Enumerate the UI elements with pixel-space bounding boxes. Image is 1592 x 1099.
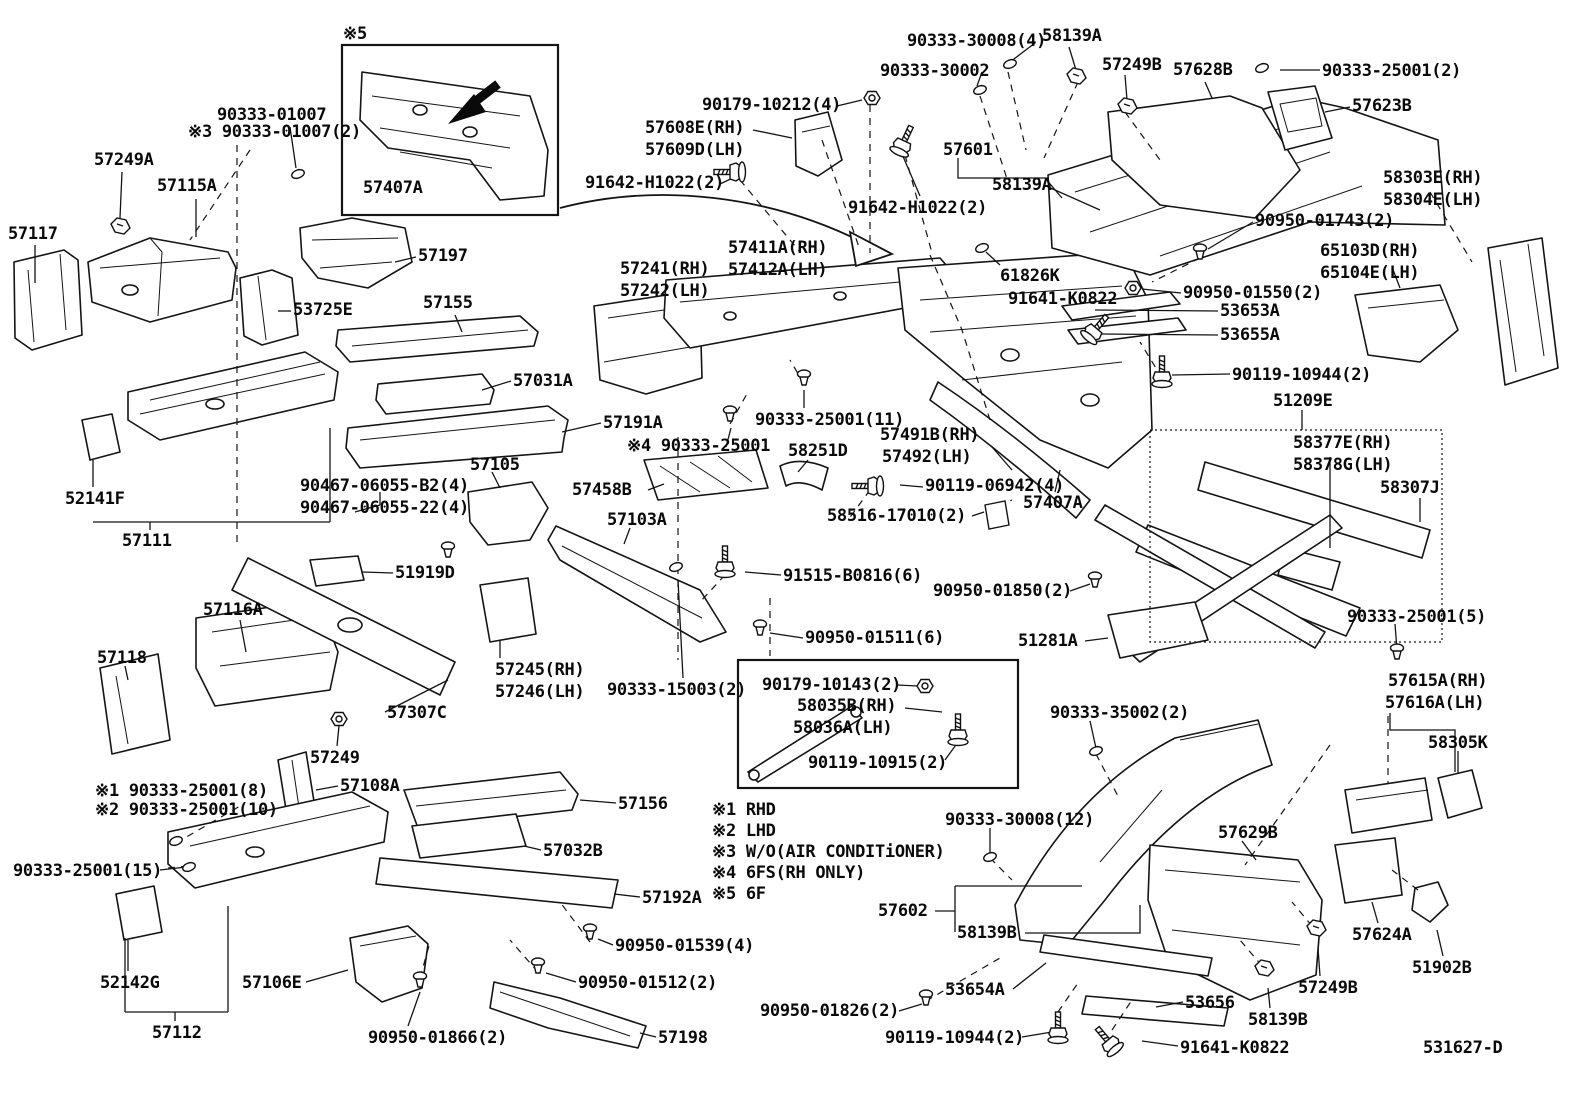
part-label-90950-01550-2: 90950-01550(2) <box>1183 283 1323 303</box>
part-label-57103a: 57103A <box>607 510 667 530</box>
part-label-90333-25001-15: 90333-25001(15) <box>13 861 163 881</box>
legend-item-5: ※5 6F <box>712 884 766 904</box>
part-label-57155: 57155 <box>423 293 473 313</box>
part-label-90119-06942-4: 90119-06942(4) <box>925 476 1065 496</box>
part-label-52141f: 52141F <box>65 489 125 509</box>
part-label-90333-25001-11: 90333-25001(11) <box>755 410 905 430</box>
part-label-58378g-lh: 58378G(LH) <box>1293 455 1393 475</box>
part-label-57249: 57249 <box>310 748 360 768</box>
part-label-51919d: 51919D <box>395 563 455 583</box>
part-label-57249b-2: 57249B <box>1298 978 1358 998</box>
part-label-57191a: 57191A <box>603 413 663 433</box>
part-label-57458b: 57458B <box>572 480 632 500</box>
part-label-90950-01850-2: 90950-01850(2) <box>933 581 1073 601</box>
part-label-90333-35002-2: 90333-35002(2) <box>1050 703 1190 723</box>
part-label-90950-01512-2: 90950-01512(2) <box>578 973 718 993</box>
part-label-57407a: 57407A <box>363 178 423 198</box>
part-label-57118: 57118 <box>97 648 147 668</box>
part-label-57307c: 57307C <box>387 703 447 723</box>
part-label-91642-h1022-2-2: 91642-H1022(2) <box>848 198 988 218</box>
part-label-53725e: 53725E <box>293 300 353 320</box>
part-label-53654a: 53654A <box>945 980 1005 1000</box>
part-label-90119-10944-2: 90119-10944(2) <box>1232 365 1372 385</box>
part-label-57117: 57117 <box>8 224 58 244</box>
part-label-57112: 57112 <box>152 1023 202 1043</box>
part-label-57106e: 57106E <box>242 973 302 993</box>
part-label-57116a: 57116A <box>203 600 263 620</box>
part-label-58139a-2: 58139A <box>992 175 1052 195</box>
part-label-53655a: 53655A <box>1220 325 1280 345</box>
part-label-58139a: 58139A <box>1042 26 1102 46</box>
part-label-91641-k0822: 91641-K0822 <box>1008 289 1118 309</box>
part-label-90333-30008-4: 90333-30008(4) <box>907 31 1047 51</box>
part-label-90467-06055-22-4: 90467-06055-22(4) <box>300 498 469 518</box>
legend-item-1: ※1 RHD <box>712 800 776 820</box>
part-label-91642-h1022-2: 91642-H1022(2) <box>585 173 725 193</box>
part-label-57241-rh: 57241(RH) <box>620 259 710 279</box>
part-label-58307j: 58307J <box>1380 478 1440 498</box>
part-label-90179-10212-4: 90179-10212(4) <box>702 95 842 115</box>
part-label-65104e-lh: 65104E(LH) <box>1320 263 1420 283</box>
part-label-90950-01743-2: 90950-01743(2) <box>1255 211 1395 231</box>
part-label-57156: 57156 <box>618 794 668 814</box>
part-label-90950-01866-2: 90950-01866(2) <box>368 1028 508 1048</box>
part-label-58036a-lh: 58036A(LH) <box>793 718 893 738</box>
part-label-65103d-rh: 65103D(RH) <box>1320 241 1420 261</box>
part-label-57245-rh: 57245(RH) <box>495 660 585 680</box>
part-label-57031a: 57031A <box>513 371 573 391</box>
part-label-57616a-lh: 57616A(LH) <box>1385 693 1485 713</box>
part-label-90950-01511-6: 90950-01511(6) <box>805 628 945 648</box>
part-label-91515-b0816-6: 91515-B0816(6) <box>783 566 923 586</box>
part-label-52142g: 52142G <box>100 973 160 993</box>
part-label-57629b: 57629B <box>1218 823 1278 843</box>
part-label-57624a: 57624A <box>1352 925 1412 945</box>
part-label-53653a: 53653A <box>1220 301 1280 321</box>
part-label-90333-01007: 90333-01007 <box>217 105 327 125</box>
part-label-90950-01539-4: 90950-01539(4) <box>615 936 755 956</box>
part-label-57602: 57602 <box>878 901 928 921</box>
part-label-57192a: 57192A <box>642 888 702 908</box>
part-label-90333-15003-2: 90333-15003(2) <box>607 680 747 700</box>
part-label-57115a: 57115A <box>157 176 217 196</box>
part-label-57615a-rh: 57615A(RH) <box>1388 671 1488 691</box>
part-label-57108a: 57108A <box>340 776 400 796</box>
part-label-58139b-2: 58139B <box>1248 1010 1308 1030</box>
part-label-90179-10143-2: 90179-10143(2) <box>762 675 902 695</box>
part-label-90333-30008-12: 90333-30008(12) <box>945 810 1095 830</box>
part-label-57249b: 57249B <box>1102 55 1162 75</box>
part-label-57111: 57111 <box>122 531 172 551</box>
part-label-53656: 53656 <box>1185 993 1235 1013</box>
part-label-57492-lh: 57492(LH) <box>882 447 972 467</box>
part-label-1-90333-25001-8: ※1 90333-25001(8) <box>95 781 268 801</box>
part-label-58251d: 58251D <box>788 441 848 461</box>
part-label-90119-10944-2-2: 90119-10944(2) <box>885 1028 1025 1048</box>
part-label-57623b: 57623B <box>1352 96 1412 116</box>
part-label-3-90333-01007-2: ※3 90333-01007(2) <box>188 122 361 142</box>
part-label-90333-30002: 90333-30002 <box>880 61 990 81</box>
part-label-57242-lh: 57242(LH) <box>620 281 710 301</box>
part-label-90333-25001-2: 90333-25001(2) <box>1322 61 1462 81</box>
legend-item-4: ※4 6FS(RH ONLY) <box>712 863 866 883</box>
part-label-91641-k0822-2: 91641-K0822 <box>1180 1038 1290 1058</box>
part-label-57628b: 57628B <box>1173 60 1233 80</box>
part-label-51209e: 51209E <box>1273 391 1333 411</box>
part-label-57105: 57105 <box>470 455 520 475</box>
part-label-58377e-rh: 58377E(RH) <box>1293 433 1393 453</box>
part-label-57246-lh: 57246(LH) <box>495 682 585 702</box>
legend-block <box>712 800 945 905</box>
part-label-57491b-rh: 57491B(RH) <box>880 425 980 445</box>
part-label-58139b: 58139B <box>957 923 1017 943</box>
part-label-57198: 57198 <box>658 1028 708 1048</box>
legend-item-2: ※2 LHD <box>712 821 776 841</box>
part-label-57249a: 57249A <box>94 150 154 170</box>
part-label-57407a-2: 57407A <box>1023 493 1083 513</box>
part-label-57412a-lh: 57412A(LH) <box>728 260 828 280</box>
part-label-51281a: 51281A <box>1018 631 1078 651</box>
part-label-58305k: 58305K <box>1428 733 1488 753</box>
part-label-90950-01826-2: 90950-01826(2) <box>760 1001 900 1021</box>
part-label-57197: 57197 <box>418 246 468 266</box>
part-label-90333-25001-5: 90333-25001(5) <box>1347 607 1487 627</box>
part-label-57411a-rh: 57411A(RH) <box>728 238 828 258</box>
part-label-57601: 57601 <box>943 140 993 160</box>
part-label-58304e-lh: 58304E(LH) <box>1383 190 1483 210</box>
part-label-531627-d: 531627-D <box>1423 1038 1503 1058</box>
part-label-61826k: 61826K <box>1000 266 1060 286</box>
part-label-58035b-rh: 58035B(RH) <box>797 696 897 716</box>
part-label-5: ※5 <box>343 24 367 44</box>
part-label-57609d-lh: 57609D(LH) <box>645 140 745 160</box>
part-label-58303e-rh: 58303E(RH) <box>1383 168 1483 188</box>
part-label-90467-06055-b2-4: 90467-06055-B2(4) <box>300 476 469 496</box>
part-label-2-90333-25001-10: ※2 90333-25001(10) <box>95 800 278 820</box>
legend-item-3: ※3 W/O(AIR CONDITiONER) <box>712 842 945 862</box>
part-label-57032b: 57032B <box>543 841 603 861</box>
part-label-51902b: 51902B <box>1412 958 1472 978</box>
part-label-57608e-rh: 57608E(RH) <box>645 118 745 138</box>
part-label-90119-10915-2: 90119-10915(2) <box>808 753 948 773</box>
part-label-58516-17010-2: 58516-17010(2) <box>827 506 967 526</box>
part-label-4-90333-25001: ※4 90333-25001 <box>627 436 771 456</box>
